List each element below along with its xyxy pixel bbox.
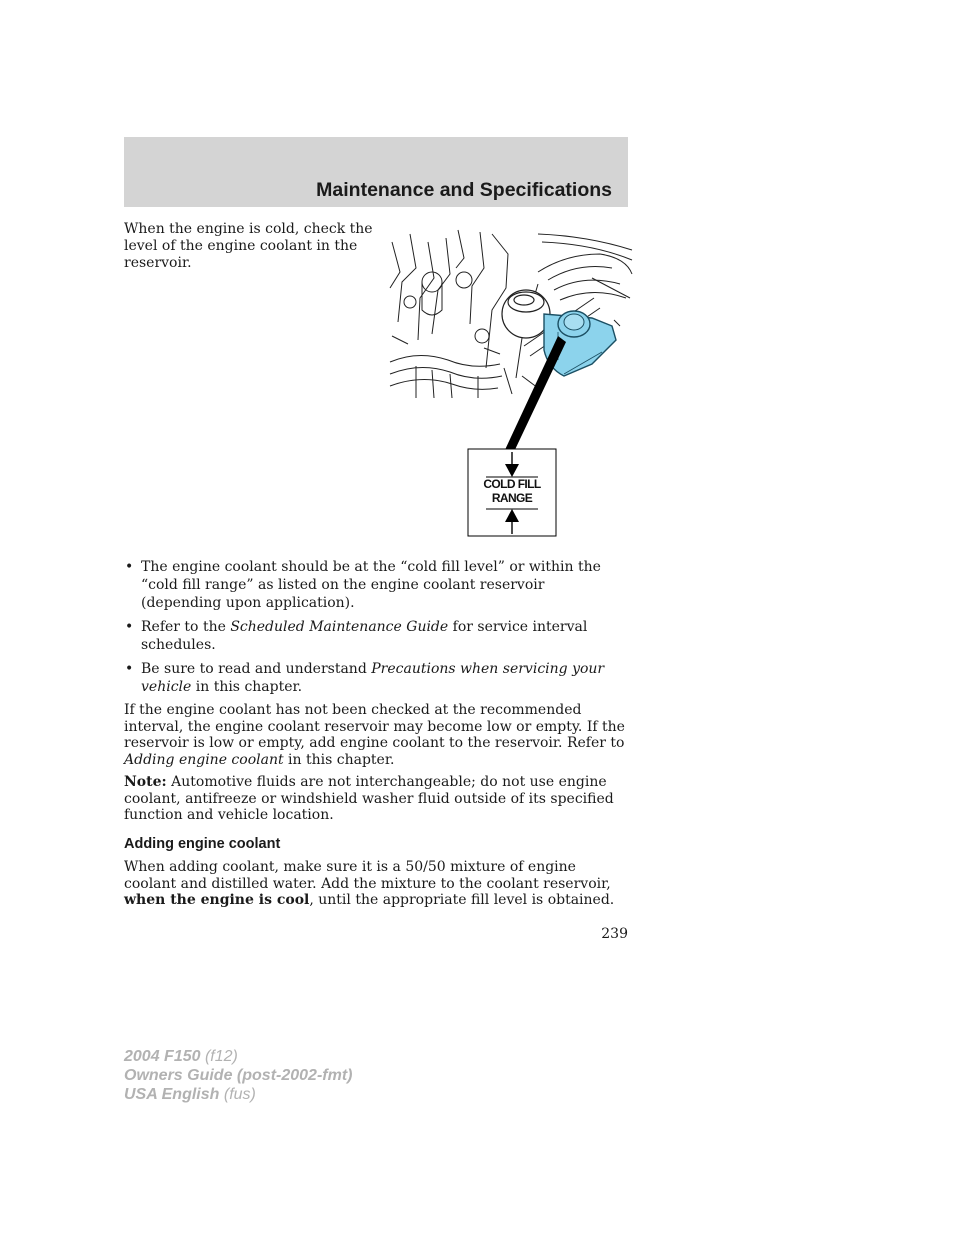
section-title: Maintenance and Specifications	[316, 179, 612, 201]
note-paragraph: Note: Automotive fluids are not interchangeable; do not use engine coolant, antifreeze or windshield washer fluid outside of its specified function and vehicle location.	[124, 774, 614, 823]
body-paragraph: If the engine coolant has not been checked at the recommended interval, the engine coolant reservoir may become low or empty. If the reservoir is low or empty, add engine coolant to the reservoir. Refer to Adding engine coolant in this chapter.	[124, 702, 625, 768]
adding-coolant-reference: Adding engine coolant	[124, 751, 284, 768]
pointer-arrow	[504, 336, 566, 456]
cold-fill-range-label	[468, 477, 556, 505]
precautions-reference: Precautions when servicing your vehicle	[141, 661, 605, 695]
page-number: 239	[601, 926, 628, 942]
section-subheading: Adding engine coolant	[124, 836, 281, 852]
list-item: • The engine coolant should be at the “cold fill level” or within the “cold fill range” as listed on the engine coolant reservoir (depending upon application).	[124, 558, 629, 612]
document-footer	[124, 1047, 352, 1104]
footer-line: 2004 F150 (f12)	[124, 1048, 238, 1065]
footer-line: Owners Guide (post-2002-fmt)	[124, 1067, 353, 1084]
guide-reference: Scheduled Maintenance Guide	[230, 619, 449, 635]
coolant-reservoir-illustration	[388, 228, 634, 540]
list-item: • Refer to the Scheduled Maintenance Guide for service interval schedules.	[124, 618, 629, 654]
emphasis-text: when the engine is cool	[124, 892, 310, 908]
cold-fill-label-line2: RANGE	[491, 491, 533, 505]
bullet-list	[124, 558, 629, 702]
section-header	[124, 137, 628, 207]
cold-fill-label-line1: COLD FILL	[483, 477, 541, 491]
intro-text: When the engine is cold, check the level of the engine coolant in the reservoir.	[124, 221, 373, 271]
note-label: Note:	[124, 774, 167, 790]
body-paragraph: When adding coolant, make sure it is a 50/50 mixture of engine coolant and distilled water. Add the mixture to the coolant reservoir, when the engine is cool, until the appropriate fill level is obtained.	[124, 859, 615, 908]
footer-line: USA English (fus)	[124, 1086, 256, 1103]
list-item: • Be sure to read and understand Precautions when servicing your vehicle in this chapter.	[124, 660, 629, 696]
